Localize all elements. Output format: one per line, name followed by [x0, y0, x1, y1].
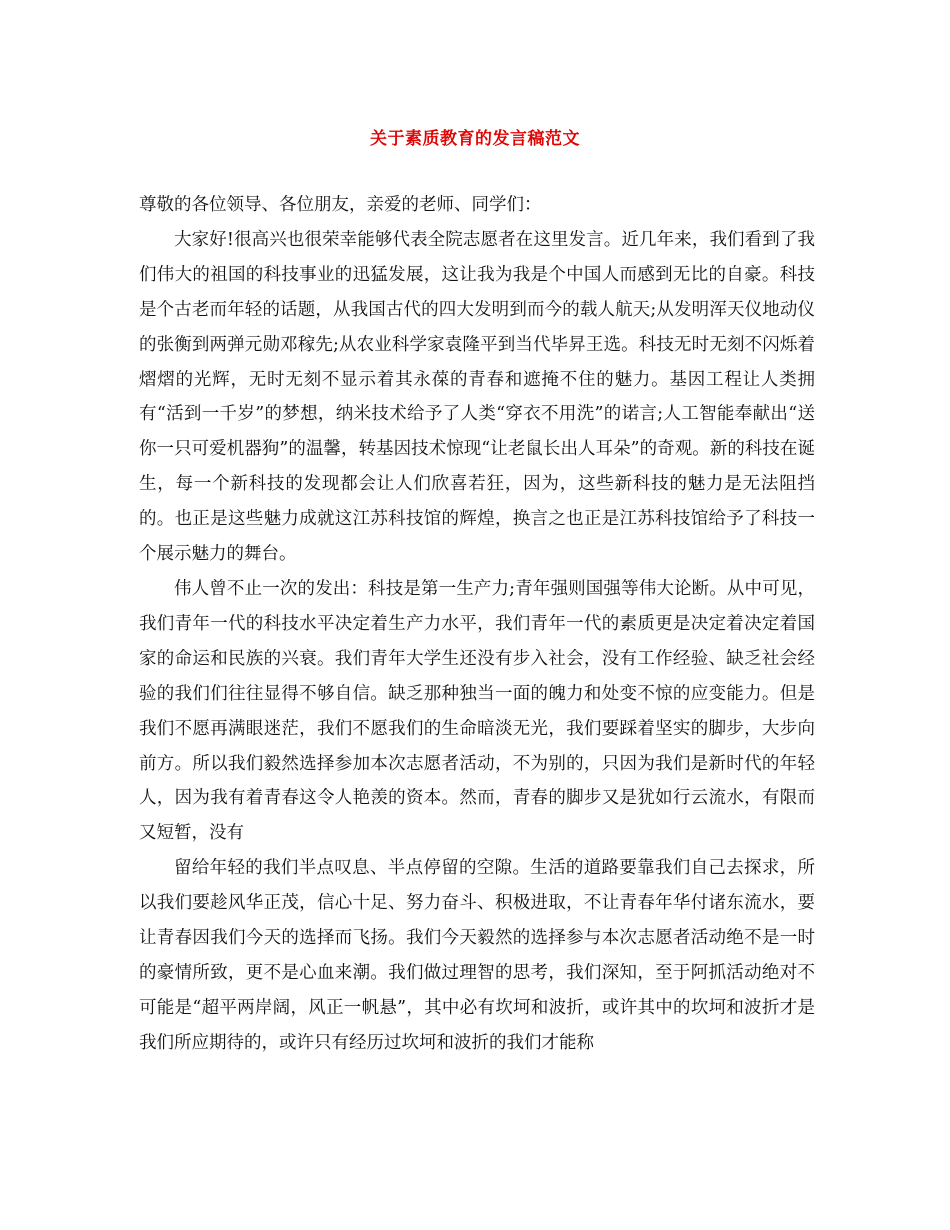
paragraph-3: 留给年轻的我们半点叹息、半点停留的空隙。生活的道路要靠我们自己去探求，所以我们要趁风华正茂，信心十足、努力奋斗、积极进取，不让青春年华付诸东流水，要让青春因我们今天的选择而飞扬。我们今天毅然的选择参与本次志愿者活动绝不是一时的豪情所致，更不是心血来潮。我们做过理智的思考，我们深知，至于阿抓活动绝对不可能是“超平两岸阔，风正一帆悬”，其中必有坎坷和波折，或许其中的坎坷和波折才是我们所应期待的，或许只有经历过坎坷和波折的我们才能称	[139, 858, 815, 1053]
document-body	[139, 188, 815, 1061]
document-title: 关于素质教育的发言稿范文	[370, 129, 580, 149]
salutation: 尊敬的各位领导、各位朋友，亲爱的老师、同学们：	[139, 195, 542, 215]
paragraph-1: 大家好!很高兴也很荣幸能够代表全院志愿者在这里发言。近几年来，我们看到了我们伟大的祖国的科技事业的迅猛发展，这让我为我是个中国人而感到无比的自豪。科技是个古老而年轻的话题，从我国古代的四大发明到而今的载人航天;从发明浑天仪地动仪的张衡到两弹元勋邓稼先;从农业科学家袁隆平到当代毕昇王选。科技无时无刻不闪烁着熠熠的光辉，无时无刻不显示着其永葆的青春和遮掩不住的魅力。基因工程让人类拥有“活到一千岁”的梦想，纳米技术给予了人类“穿衣不用洗”的诺言;人工智能奉献出“送你一只可爱机器狗”的温馨，转基因技术惊现“让老鼠长出人耳朵”的奇观。新的科技在诞生，每一个新科技的发现都会让人们欣喜若狂，因为，这些新科技的魅力是无法阻挡的。也正是这些魅力成就这江苏科技馆的辉煌，换言之也正是江苏科技馆给予了科技一个展示魅力的舞台。	[139, 229, 815, 565]
paragraph-2: 伟人曾不止一次的发出：科技是第一生产力;青年强则国强等伟大论断。从中可见，我们青年一代的科技水平决定着生产力水平，我们青年一代的素质更是决定着决定着国家的命运和民族的兴衰。我们青年大学生还没有步入社会，没有工作经验、缺乏社会经验的我们们往往显得不够自信。缺乏那种独当一面的魄力和处变不惊的应变能力。但是我们不愿再满眼迷茫，我们不愿我们的生命暗淡无光，我们要踩着坚实的脚步，大步向前方。所以我们毅然选择参加本次志愿者活动，不为别的，只因为我们是新时代的年轻人，因为我有着青春这令人艳羡的资本。然而，青春的脚步又是犹如行云流水，有限而又短暂，没有	[139, 578, 815, 844]
